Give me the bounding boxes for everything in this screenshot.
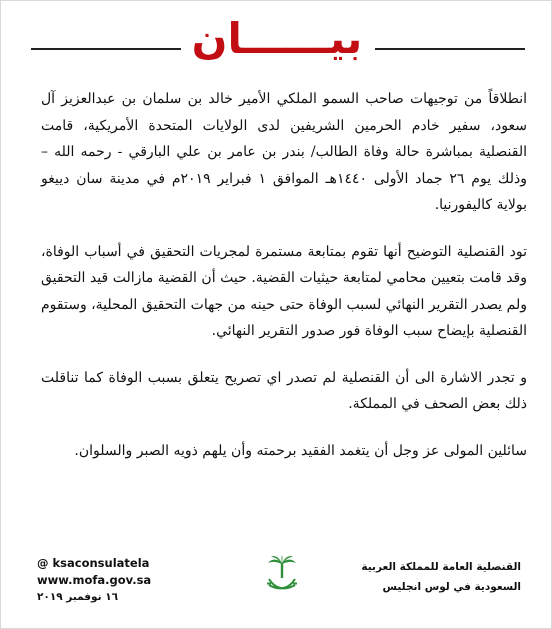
- website-link[interactable]: www.mofa.gov.sa: [37, 573, 152, 587]
- consulate-line-2: السعودية في لوس انجليس: [382, 581, 521, 593]
- title-divider-right: [375, 48, 525, 50]
- page-title: بيــــــان: [191, 14, 363, 63]
- consulate-name: [361, 557, 521, 597]
- consulate-line-1: القنصلية العامة للمملكة العربية: [361, 561, 521, 573]
- saudi-emblem-icon: [265, 555, 299, 595]
- closing-paragraph: سائلين المولى عز وجل أن يتغمد الفقيد برحمته وأن يلهم ذويه الصبر والسلوان.: [74, 442, 527, 459]
- footer: [1, 549, 552, 629]
- paragraph-1: انطلاقاً من توجيهات صاحب السمو الملكي الأمير خالد بن سلمان بن عبدالعزيز آل سعود، سفير خادم الحرمين الشريفين لدى الولايات المتحدة الأمريكية، قامت القنصلية بمباشرة حالة وفاة الطالب/ بندر بن عامر بن علي البارقي - رحمه الله – وذلك يوم ٢٦ جماد الأولى ١٤٤٠هـ الموافق ١ فبراير ٢٠١٩م في مدينة سان دييغو بولاية كاليفورنيا.: [41, 91, 527, 213]
- footer-date: ١٦ نوفمبر ٢٠١٩: [37, 591, 119, 603]
- title-row: [21, 11, 533, 71]
- paragraph-3: و تجدر الاشارة الى أن القنصلية لم تصدر اي تصريح يتعلق بسبب الوفاة كما تناقلت ذلك بعض الصحف في المملكة.: [41, 369, 527, 412]
- twitter-handle[interactable]: @ ksaconsulatela: [37, 556, 150, 570]
- paragraph-2: تود القنصلية التوضيح أنها تقوم بمتابعة مستمرة لمجريات التحقيق في أسباب الوفاة، وقد قامت بتعيين محامي لمتابعة حيثيات القضية. حيث أن القضية مازالت قيد التحقيق ولم يصدر التقرير النهائي لسبب الوفاة حتى حينه من جهات التحقيق المحلية، وستقوم القنصلية بإيضاح سبب الوفاة فور صدور التقرير النهائي.: [41, 243, 527, 339]
- footer-contact: [37, 555, 151, 606]
- statement-body: [41, 86, 527, 484]
